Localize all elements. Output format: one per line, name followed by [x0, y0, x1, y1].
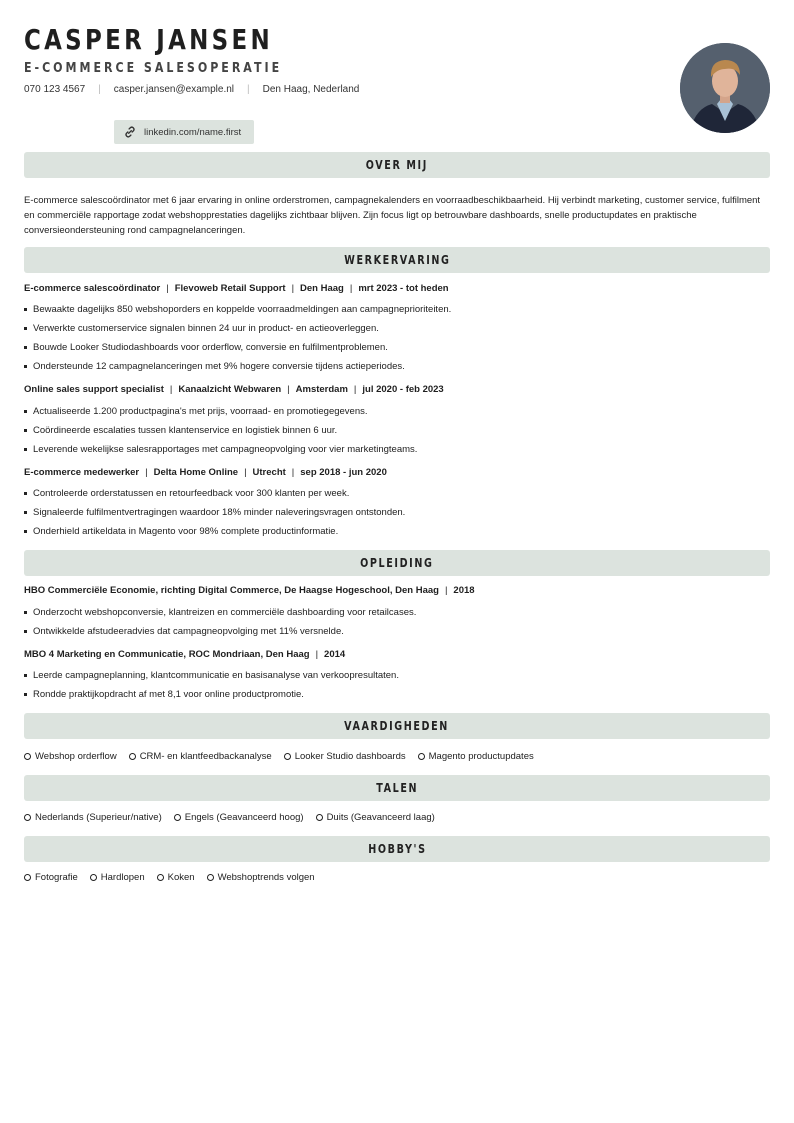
list-item	[24, 304, 451, 315]
language-tag	[24, 812, 162, 823]
separator: |	[98, 84, 101, 95]
email-address: casper.jansen@example.nl	[113, 84, 235, 95]
job-city: Utrecht	[252, 467, 286, 478]
bullet-text: Rondde praktijkopdracht af met 8,1 voor online productpromotie.	[33, 689, 304, 700]
bullet-text: Actualiseerde 1.200 productpagina's met prijs, voorraad- en promotiegegevens.	[33, 406, 368, 417]
section-header-experience	[24, 247, 770, 273]
list-item	[24, 342, 388, 353]
skill-tag	[129, 751, 272, 762]
language-text: Duits (Geavanceerd laag)	[326, 812, 435, 823]
list-item	[24, 670, 399, 681]
bullet-text: Controleerde orderstatussen en retourfeedback voor 300 klanten per week.	[33, 488, 350, 499]
bullet-text: Verwerkte customerservice signalen binnen 24 uur in product- en actieoverleggen.	[33, 323, 379, 334]
job-city: Amsterdam	[295, 384, 348, 395]
language-text: Nederlands (Superieur/native)	[35, 812, 162, 823]
phone-number: 070 123 4567	[24, 84, 86, 95]
education-title: HBO Commerciële Economie, richting Digital Commerce, De Haagse Hogeschool, Den Haag	[24, 585, 439, 596]
profile-photo	[680, 43, 770, 133]
section-title: TALEN	[376, 781, 418, 795]
bullet-text: Signaleerde fulfilmentvertragingen waardoor 18% minder naleveringsvragen ontstonden.	[33, 507, 406, 518]
section-title: OPLEIDING	[360, 556, 434, 570]
job-title: E-commerce medewerker	[24, 467, 140, 478]
skill-text: Webshop orderflow	[35, 751, 117, 762]
skill-tag	[284, 751, 406, 762]
candidate-name: CASPER JANSEN	[24, 23, 273, 56]
linkedin-link[interactable]	[114, 120, 254, 144]
job-company: Kanaalzicht Webwaren	[178, 384, 282, 395]
about-text: E-commerce salescoördinator met 6 jaar ervaring in online orderstromen, campagnekalenders en voorraadbeschikbaarheid. Hij verbindt marketing, customer service, fulfilment en commerciële rapportage zodat webshopprestaties dagelijks zichtbaar blijven. Zijn focus ligt op betrouwbare dashboards, snelle productupdates en praktische conversieondersteuning rond campagnelanceringen.	[24, 195, 761, 236]
bullet-text: Onderhield artikeldata in Magento voor 98% complete productinformatie.	[33, 526, 339, 537]
link-icon	[123, 125, 137, 139]
list-item	[24, 425, 337, 436]
education-heading: HBO Commerciële Economie, richting Digital Commerce, De Haagse Hogeschool, Den Haag | 2018	[24, 585, 475, 596]
skill-tag	[418, 751, 534, 762]
list-item	[24, 526, 338, 537]
section-title: OVER MIJ	[365, 158, 429, 172]
language-text: Engels (Geavanceerd hoog)	[184, 812, 304, 823]
section-header-skills	[24, 713, 770, 739]
skill-tag	[24, 751, 117, 762]
bullet-text: Bewaakte dagelijks 850 webshoporders en koppelde voorraadmeldingen aan campagneprioriteiten.	[33, 304, 452, 315]
job-period: jul 2020 - feb 2023	[362, 384, 444, 395]
language-tag	[174, 812, 304, 823]
bullet-text: Ontwikkelde afstudeeradvies dat campagneopvolging met 11% versnelde.	[33, 626, 344, 637]
section-header-hobbies	[24, 836, 770, 862]
education-heading: MBO 4 Marketing en Communicatie, ROC Mondriaan, Den Haag | 2014	[24, 649, 346, 660]
languages-list	[24, 812, 447, 823]
job-city: Den Haag	[300, 283, 344, 294]
list-item	[24, 626, 344, 637]
job-heading: E-commerce medewerker | Delta Home Online | Utrecht | sep 2018 - jun 2020	[24, 467, 387, 478]
list-item	[24, 488, 349, 499]
section-title: WERKERVARING	[343, 253, 451, 267]
job-title: Online sales support specialist	[24, 384, 164, 395]
avatar-illustration	[680, 43, 770, 133]
list-item	[24, 507, 405, 518]
bullet-text: Ondersteunde 12 campagnelanceringen met 9% hogere conversie tijdens actieperiodes.	[33, 361, 405, 372]
bullet-text: Bouwde Looker Studiodashboards voor orderflow, conversie en fulfilmentproblemen.	[33, 342, 388, 353]
resume-header	[24, 22, 770, 147]
job-period: mrt 2023 - tot heden	[358, 283, 449, 294]
list-item	[24, 323, 379, 334]
job-title: E-commerce salescoördinator	[24, 283, 161, 294]
bullet-text: Onderzocht webshopconversie, klantreizen en commerciële dashboarding voor retailcases.	[33, 607, 417, 618]
list-item	[24, 689, 304, 700]
section-header-about	[24, 152, 770, 178]
skill-text: CRM- en klantfeedbackanalyse	[139, 751, 272, 762]
hobby-tag	[90, 872, 145, 883]
section-title: HOBBY'S	[367, 842, 427, 856]
hobby-tag	[24, 872, 78, 883]
hobby-tag	[157, 872, 195, 883]
job-period: sep 2018 - jun 2020	[300, 467, 387, 478]
candidate-role: E-COMMERCE SALESOPERATIE	[24, 61, 283, 76]
skills-list	[24, 751, 546, 762]
job-heading: Online sales support specialist | Kanaalzicht Webwaren | Amsterdam | jul 2020 - feb 2023	[24, 384, 444, 395]
list-item	[24, 607, 416, 618]
language-tag	[316, 812, 435, 823]
hobby-text: Koken	[167, 872, 195, 883]
section-header-languages	[24, 775, 770, 801]
bullet-text: Leerde campagneplanning, klantcommunicatie en basisanalyse van verkoopresultaten.	[33, 670, 399, 681]
section-title: VAARDIGHEDEN	[344, 719, 450, 733]
skill-text: Magento productupdates	[428, 751, 534, 762]
bullet-text: Leverende wekelijkse salesrapportages met campagneopvolging voor vier marketingteams.	[33, 444, 418, 455]
list-item	[24, 361, 405, 372]
hobby-text: Fotografie	[35, 872, 78, 883]
section-header-education	[24, 550, 770, 576]
education-title: MBO 4 Marketing en Communicatie, ROC Mondriaan, Den Haag	[24, 649, 310, 660]
list-item	[24, 444, 417, 455]
bullet-text: Coördineerde escalaties tussen klantenservice en logistiek binnen 6 uur.	[33, 425, 338, 436]
separator: |	[247, 84, 250, 95]
education-year: 2014	[324, 649, 346, 660]
skill-text: Looker Studio dashboards	[294, 751, 406, 762]
hobby-text: Hardlopen	[100, 872, 145, 883]
hobby-tag	[207, 872, 315, 883]
location: Den Haag, Nederland	[262, 84, 360, 95]
job-company: Flevoweb Retail Support	[174, 283, 286, 294]
job-company: Delta Home Online	[153, 467, 239, 478]
hobbies-list	[24, 872, 327, 883]
contact-row	[24, 84, 770, 95]
job-heading: E-commerce salescoördinator | Flevoweb Retail Support | Den Haag | mrt 2023 - tot heden	[24, 283, 449, 294]
list-item	[24, 406, 368, 417]
hobby-text: Webshoptrends volgen	[217, 872, 315, 883]
education-year: 2018	[453, 585, 475, 596]
linkedin-url: linkedin.com/name.first	[144, 126, 242, 138]
